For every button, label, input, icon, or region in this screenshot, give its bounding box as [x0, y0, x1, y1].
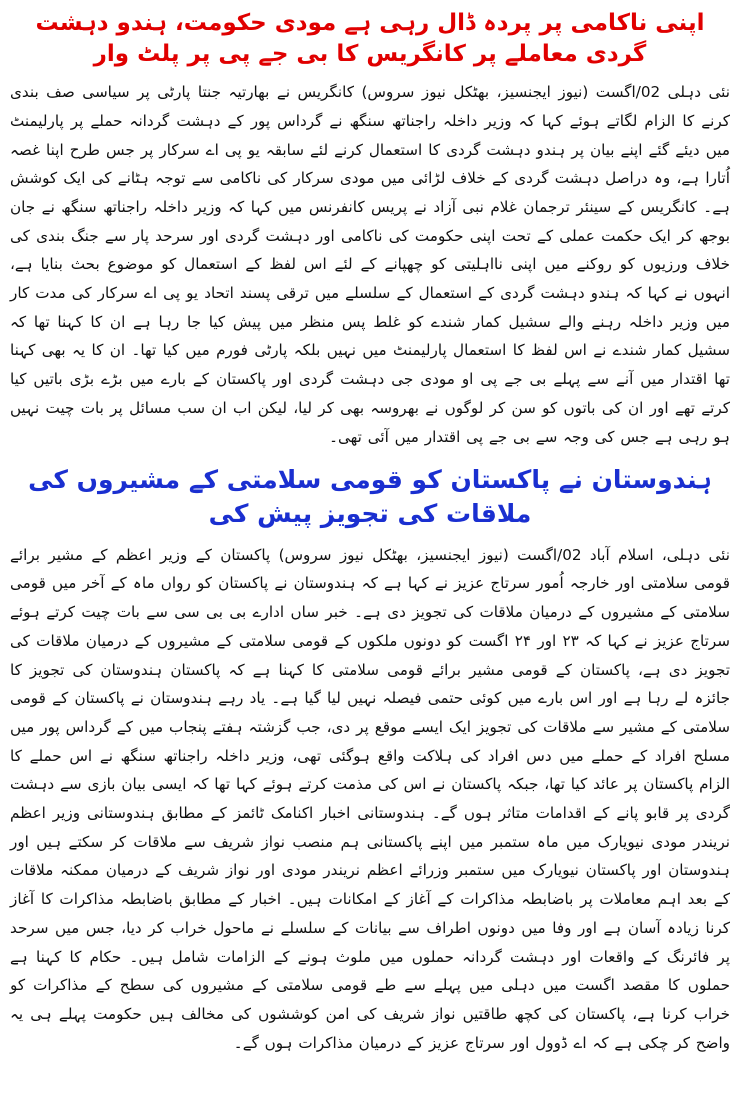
- article-body-nsa-meeting-proposal: نئی دہلی، اسلام آباد 02/اگست (نیوز ایجنسیز، بھٹکل نیوز سروس) پاکستان کے وزیر اعظم کے مشیر برائے قومی سلامتی اور خارجہ اُمور سرتاج عزیز نے کہا ہے کہ ہندوستان نے پاکستان کو رواں ماہ کے آخر میں قومی سلامتی کے مشیروں کے درمیان ملاقات کی تجویز دی ہے۔ خبر ساں ادارے بی بی سی سے بات چیت کرتے ہوئے سرتاج عزیز نے کہا کہ ۲۳ اور ۲۴ اگست کو دونوں ملکوں کے قومی سلامتی کے مشیروں کے درمیان ملاقات کی تجویز دی ہے، پاکستان کے قومی مشیر برائے قومی سلامتی کا کہنا ہے کہ پاکستان ہندوستان کی تجویز کا جائزہ لے رہا ہے اور اس بارے میں کوئی حتمی فیصلہ نہیں لیا گیا ہے۔ یاد رہے ہندوستان نے پاکستان کے قومی سلامتی کے مشیر سے ملاقات کی تجویز ایک ایسے موقع پر دی، جب گزشتہ ہفتے پنجاب میں کے گرداس پور میں مسلح افراد کے حملے میں دس افراد کی ہلاکت واقع ہوگئی تھی، وزیر داخلہ راجناتھ سنگھ نے اس حملے کا الزام پاکستان پر عائد کیا تھا، جبکہ پاکستان نے اس کی مذمت کرتے ہوئے کہا تھا کہ ایسی بیان بازی سے دہشت گردی پر قابو پانے کے اقدامات متاثر ہوں گے۔ ہندوستانی اخبار اکنامک ٹائمز کے مطابق ہندوستانی وزیر اعظم نریندر مودی نیویارک میں ماہ ستمبر میں اپنے پاکستانی ہم منصب نواز شریف سے ملاقات کر سکتے ہیں اور ہندوستان اور پاکستان نیویارک میں ستمبر وزرائے اعظم نریندر مودی اور نواز شریف کے درمیان ممکنہ ملاقات کے بعد اہم معاملات پر باضابطہ مذاکرات کے آغاز کے امکانات ہیں۔ اخبار کے مطابق باضابطہ مذاکرات کا آغاز کرنا زیادہ آسان ہے اور وفا میں دونوں اطراف سے بیانات کے سلسلے نے ماحول خراب کر دیا، جس میں سرحد پر فائرنگ کے واقعات اور دہشت گردانہ حملوں میں ملوث ہونے کے الزامات شامل ہیں۔ حکام کا کہنا ہے حملوں کا مقصد اگست میں دہلی میں پہلے سے طے قومی سلامتی کے مشیروں کی سطح کے مذاکرات کو خراب کرنا ہے، پاکستان کی کچھ طاقتیں نواز شریف کی امن کوششوں کی مخالف ہیں حکومت پہلے ہی یہ واضح کر چکی ہے کہ اے ڈوول اور سرتاج عزیز کے درمیان مذاکرات ہوں گے۔: [10, 545, 730, 1052]
- article-nsa-meeting-proposal: [10, 451, 730, 1057]
- headline-congress-counterattack: اپنی ناکامی پر پردہ ڈال رہی ہے مودی حکومت، ہندو دہشت گردی معاملے پر کانگریس کا بی جے پی پر پلٹ وار: [35, 10, 705, 68]
- article-congress-counterattack: [10, 6, 730, 451]
- article-body-congress-counterattack: نئی دہلی 02/اگست (نیوز ایجنسیز، بھٹکل نیوز سروس) کانگریس نے بھارتیہ جنتا پارٹی پر سیاسی صف بندی کرنے کا الزام لگاتے ہوئے کہا کہ وزیر داخلہ راجناتھ سنگھ نے گرداس پور کے دہشت گردانہ حملے پر پارلیمنٹ میں دیئے گئے اپنے بیان پر ہندو دہشت گردی کا استعمال کرنے لئے سابقہ یو پی اے سرکار پر جس طرح اپنا غصہ اُتارا ہے، وہ دراصل دہشت گردی کے خلاف لڑائی میں مودی سرکار کی ناکامی سے توجہ ہٹانے کی ایک کوشش ہے۔ کانگریس کے سینئر ترجمان غلام نبی آزاد نے پریس کانفرنس میں کہا کہ وزیر داخلہ راجناتھ سنگھ نے جان بوجھ کر ایک حکمت عملی کے تحت اپنی حکومت کی ناکامی اور دہشت گردی اور سرحد پار سے جنگ بندی کی خلاف ورزیوں کو روکنے میں اپنی نااہلیتی کو چھپانے کے لئے اس لفظ کے استعمال کو موضوع بحث بنایا ہے، انہوں نے کہا کہ ہندو دہشت گردی کے استعمال کے سلسلے میں ترقی پسند اتحاد یو پی اے سرکار کی مدت کار میں وزیر داخلہ رہنے والے سشیل کمار شندے کو غلط پس منظر میں پیش کیا جا رہا ہے ان کا کہنا تھا کہ سشیل کمار شندے نے اس لفظ کا استعمال پارلیمنٹ میں نہیں بلکہ پارٹی فورم میں کیا تھا۔ ان کا یہ بھی کہنا تھا اقتدار میں آنے سے پہلے بی جے پی او مودی جی دہشت گردی اور پاکستان کے بارے میں بڑے بڑی باتیں کیا کرتے تھے اور ان کی باتوں کو سن کر لوگوں نے بھروسہ بھی کر لیا، لیکن اب ان سب مسائل پر بات چیت نہیں ہو رہی ہے جس کی وجہ سے بی جے پی اقتدار میں آئی تھی۔: [10, 83, 730, 446]
- headline-nsa-meeting-proposal: ہندوستان نے پاکستان کو قومی سلامتی کے مشیروں کی ملاقات کی تجویز پیش کی: [28, 465, 712, 528]
